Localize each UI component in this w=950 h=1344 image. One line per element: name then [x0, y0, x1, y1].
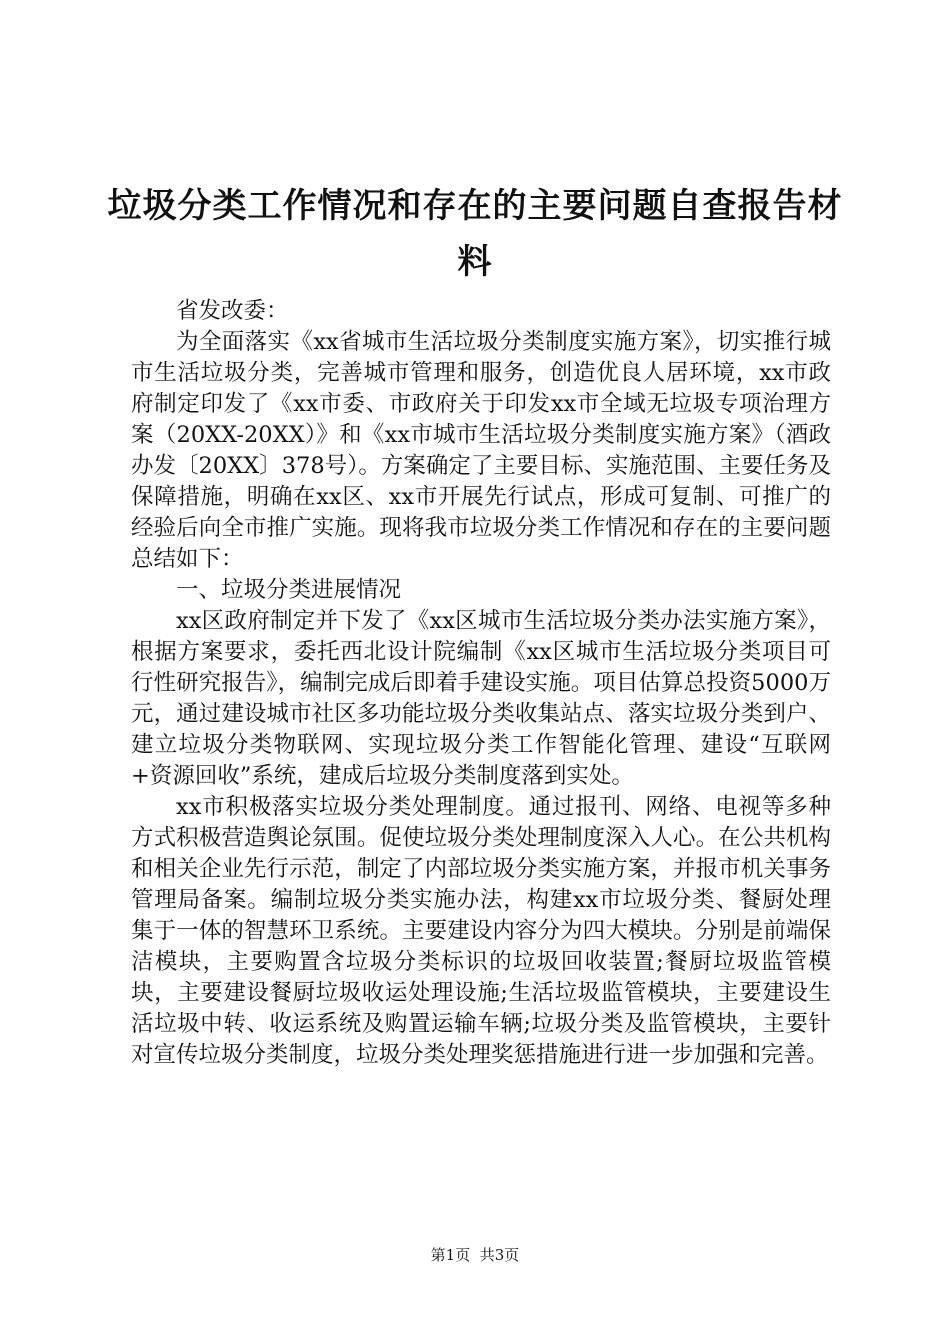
paragraph-city: xx市积极落实垃圾分类处理制度。通过报刊、网络、电视等多种方式积极营造舆论氛围。促使垃圾分类处理制度深入人心。在公共机构和相关企业先行示范，制定了内部垃圾分类实施方案，并报市机关事务管理局备案。编制垃圾分类实施办法，构建xx市垃圾分类、餐厨处理集于一体的智慧环卫系统。主要建设内容分为四大模块。分别是前端保洁模块，主要购置含垃圾分类标识的垃圾回收装置;餐厨垃圾监管模块，主要建设餐厨垃圾收运处理设施;生活垃圾监管模块，主要建设生活垃圾中转、收运系统及购置运输车辆;垃圾分类及监管模块，主要针对宣传垃圾分类制度，垃圾分类处理奖惩措施进行进一步加强和完善。	[131, 794, 831, 1068]
document-body	[131, 296, 831, 1071]
paragraph-intro: 为全面落实《xx省城市生活垃圾分类制度实施方案》，切实推行城市生活垃圾分类，完善城市管理和服务，创造优良人居环境，xx市政府制定印发了《xx市委、市政府关于印发xx市全域无垃圾专项治理方案（20XX-20XX）》和《xx市城市生活垃圾分类制度实施方案》（酒政办发〔20XX〕378号）。方案确定了主要目标、实施范围、主要任务及保障措施，明确在xx区、xx市开展先行试点，形成可复制、可推广的经验后向全市推广实施。现将我市垃圾分类工作情况和存在的主要问题总结如下：	[131, 329, 831, 572]
paragraph-district: xx区政府制定并下发了《xx区城市生活垃圾分类办法实施方案》，根据方案要求，委托西北设计院编制《xx区城市生活垃圾分类项目可行性研究报告》，编制完成后即着手建设实施。项目估算总投资5000万元，通过建设城市社区多功能垃圾分类收集站点、落实垃圾分类到户、建立垃圾分类物联网、实现垃圾分类工作智能化管理、建设“互联网+资源回收”系统，建成后垃圾分类制度落到实处。	[131, 608, 831, 789]
section-heading: 一、垃圾分类进展情况	[176, 577, 402, 603]
page-number: 第1页	[430, 1246, 471, 1264]
document-title: 垃圾分类工作情况和存在的主要问题自查报告材料	[107, 186, 843, 282]
salutation: 省发改委：	[176, 298, 289, 324]
page-footer	[0, 1245, 950, 1265]
page-total: 共3页	[479, 1246, 520, 1264]
